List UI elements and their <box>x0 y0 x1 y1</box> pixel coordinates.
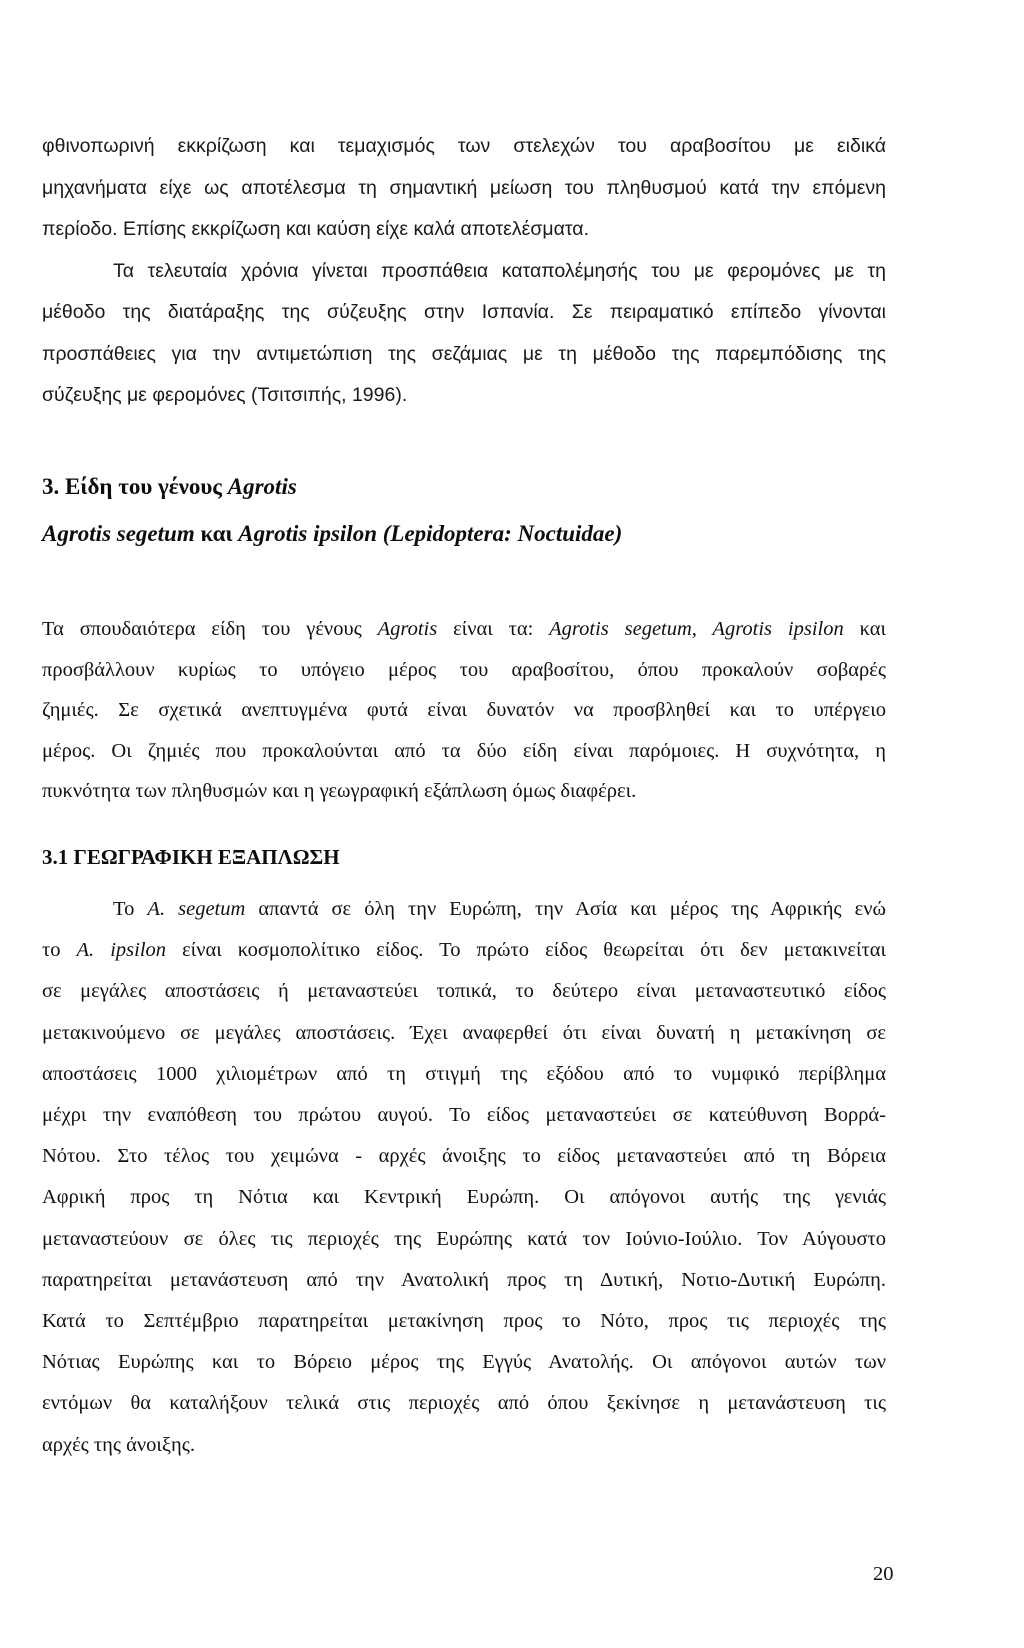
paragraph-line: φθινοπωρινή εκκρίζωση και τεμαχισμός των στελεχών του αραβοσίτου με ειδικά <box>42 135 886 157</box>
text-run: Το <box>113 898 148 920</box>
paragraph-line <box>42 930 886 971</box>
subheading-species-1: Agrotis segetum <box>42 521 195 546</box>
species-name: A. segetum <box>147 898 246 920</box>
paragraph-line: προσβάλλουν κυρίως το υπόγειο μέρος του αραβοσίτου, όπου προκαλούν σοβαρές <box>42 658 886 681</box>
text-run: το <box>42 939 77 962</box>
paragraph-line: μέρος. Οι ζημιές που προκαλούνται από τα δύο είδη είναι παρόμοιες. Η συχνότητα, η <box>42 739 886 762</box>
section-heading <box>42 472 297 502</box>
paragraph-line: πυκνότητα των πληθυσμών και η γεωγραφική εξάπλωση όμως διαφέρει. <box>42 780 637 802</box>
paragraph-line: Νότιας Ευρώπης και το Βόρειο μέρος της Εγγύς Ανατολής. Οι απόγονοι αυτών των <box>42 1351 886 1374</box>
text-run: είναι τα: <box>437 618 550 640</box>
species-names: Agrotis segetum, Agrotis ipsilon <box>549 618 844 640</box>
paragraph-line: μηχανήματα είχε ως αποτέλεσμα τη σημαντική μείωση του πληθυσμού κατά την επόμενη <box>42 176 886 199</box>
section-heading-text: 3. Είδη του γένους <box>42 474 228 499</box>
paragraph-line: σύζευξης με φερομόνες (Τσιτσιπής, 1996). <box>42 384 408 406</box>
distribution-text-block <box>42 889 886 1466</box>
paragraph-line: προσπάθειες για την αντιμετώπιση της σεζάμιας με τη μέθοδο της παρεμπόδισης της <box>42 342 886 365</box>
intro-text-block <box>42 126 886 417</box>
paragraph-line: μέχρι την εναπόθεση του πρώτου αυγού. Το είδος μεταναστεύει σε κατεύθυνση Βορρά- <box>42 1104 886 1127</box>
text-run: είναι κοσμοπολίτικο είδος. Το πρώτο είδος θεωρείται ότι δεν μετακινείται <box>166 939 886 962</box>
paragraph-line: μετακινούμενο σε μεγάλες αποστάσεις. Έχει αναφερθεί ότι είναι δυνατή η μετακίνηση σε <box>42 1021 886 1044</box>
genus-name: Agrotis <box>377 618 438 640</box>
paragraph-line: αποστάσεις 1000 χιλιομέτρων από τη στιγμή της εξόδου από το νυμφικό περίβλημα <box>42 1062 886 1085</box>
paragraph-line: Τα τελευταία χρόνια γίνεται προσπάθεια καταπολέμησής του με φερομόνες με τη <box>113 259 886 282</box>
text-run: και <box>843 618 886 640</box>
section-heading-genus: Agrotis <box>227 474 297 499</box>
species-text-block <box>42 609 886 812</box>
species-name: A. ipsilon <box>76 939 167 962</box>
text-run: απαντά σε όλη την Ευρώπη, την Ασία και μέρος της Αφρικής ενώ <box>245 898 886 920</box>
paragraph-line: Αφρική προς τη Νότια και Κεντρική Ευρώπη. Οι απόγονοι αυτής της γενιάς <box>42 1186 886 1209</box>
subheading-connector: και <box>194 521 239 546</box>
paragraph-line: σε μεγάλες αποστάσεις ή μεταναστεύει τοπικά, το δεύτερο είναι μεταναστευτικό είδος <box>42 980 886 1003</box>
paragraph-line: Κατά το Σεπτέμβριο παρατηρείται μετακίνηση προς το Νότο, προς τις περιοχές της <box>42 1310 886 1333</box>
text-run: Τα σπουδαιότερα είδη του γένους <box>42 618 378 640</box>
paragraph-line: Νότου. Στο τέλος του χειμώνα - αρχές άνοιξης το είδος μεταναστεύει από τη Βόρεια <box>42 1145 886 1168</box>
subsection-heading: 3.1 ΓΕΩΓΡΑΦΙΚΗ ΕΞΑΠΛΩΣΗ <box>42 845 340 869</box>
paragraph-line <box>42 889 886 930</box>
paragraph-line: εντόμων θα καταλήξουν τελικά στις περιοχές από όπου ξεκίνησε η μετανάστευση τις <box>42 1392 886 1415</box>
paragraph-line: παρατηρείται μετανάστευση από την Ανατολική προς τη Δυτική, Νοτιο-Δυτική Ευρώπη. <box>42 1268 886 1291</box>
paragraph-line: ζημιές. Σε σχετικά ανεπτυγμένα φυτά είναι δυνατόν να προσβληθεί και το υπέργειο <box>42 699 886 721</box>
page-number: 20 <box>873 1563 894 1585</box>
paragraph-line: αρχές της άνοιξης. <box>42 1433 195 1456</box>
paragraph-line <box>42 609 886 650</box>
paragraph-line: μεταναστεύουν σε όλες τις περιοχές της Ευρώπης κατά τον Ιούνιο-Ιούλιο. Τον Αύγουστο <box>42 1227 886 1250</box>
section-subheading <box>42 519 622 549</box>
paragraph-line: μέθοδο της διατάραξης της σύζευξης στην Ισπανία. Σε πειραματικό επίπεδο γίνονται <box>42 301 886 323</box>
subheading-species-2: Agrotis ipsilon (Lepidoptera: Noctuidae) <box>238 521 623 546</box>
paragraph-line: περίοδο. Επίσης εκκρίζωση και καύση είχε καλά αποτελέσματα. <box>42 218 589 240</box>
